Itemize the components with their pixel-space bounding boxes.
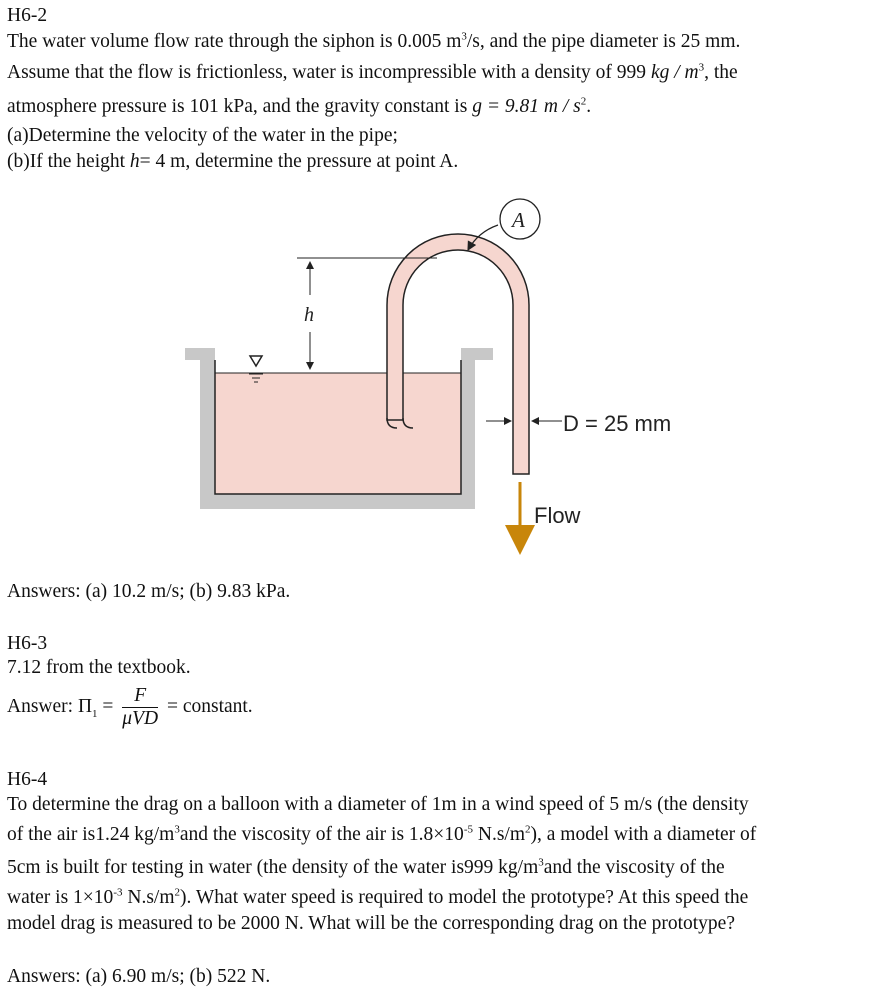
label-h: h xyxy=(304,304,314,326)
superscript: 2 xyxy=(580,95,587,108)
superscript: -3 xyxy=(113,886,123,899)
fraction xyxy=(122,685,158,730)
text-segment: , the xyxy=(704,62,738,83)
superscript: 3 xyxy=(698,61,705,74)
tank-water xyxy=(215,373,461,494)
superscript: 3 xyxy=(538,856,544,869)
problem-h6-4-line-2 xyxy=(7,823,756,847)
problem-h6-3-title: H6-3 xyxy=(7,633,48,654)
text-segment: Assume that the flow is frictionless, water is incompressible with a density of 999 xyxy=(7,62,651,83)
label-flow: Flow xyxy=(534,503,581,528)
unit-text: kg / m xyxy=(650,62,699,83)
text-segment: of the air is1.24 kg/m xyxy=(7,824,175,845)
text-segment: = constant. xyxy=(166,696,253,717)
height-dimension xyxy=(297,258,437,369)
text-segment: (b)If the height xyxy=(7,151,130,172)
problem-h6-2-part-a: (a)Determine the velocity of the water in the pipe; xyxy=(7,125,398,146)
text-segment: water is 1×10 xyxy=(7,887,114,908)
problem-h6-2-title: H6-2 xyxy=(7,5,48,26)
text-segment: Answer: Π xyxy=(7,696,93,717)
problem-h6-4-line-5: model drag is measured to be 2000 N. What will be the corresponding drag on the prototype? xyxy=(7,913,735,934)
text-segment: N.s/m xyxy=(472,824,525,845)
superscript: 3 xyxy=(461,30,467,43)
problem-h6-2-answers: Answers: (a) 10.2 m/s; (b) 9.83 kPa. xyxy=(7,581,291,602)
superscript: 3 xyxy=(174,823,180,836)
problem-h6-3-answer xyxy=(7,682,253,739)
label-diameter: D = 25 mm xyxy=(563,411,672,436)
text-segment: N.s/m xyxy=(122,887,175,908)
text-segment: The water volume flow rate through the siphon is 0.005 m xyxy=(7,31,462,52)
text-segment: and the viscosity of the xyxy=(543,857,725,878)
text-segment: = 4 m, determine the pressure at point A. xyxy=(139,151,459,172)
label-a: A xyxy=(512,208,525,232)
superscript: 2 xyxy=(174,886,180,899)
fraction-numerator: F xyxy=(122,685,158,708)
text-segment: and the viscosity of the air is 1.8×10 xyxy=(179,824,464,845)
superscript: -5 xyxy=(463,823,473,836)
problem-h6-4-answers: Answers: (a) 6.90 m/s; (b) 522 N. xyxy=(7,966,271,987)
problem-h6-3-line-1: 7.12 from the textbook. xyxy=(7,657,191,678)
problem-h6-4-line-3 xyxy=(7,856,725,880)
problem-h6-4-line-1: To determine the drag on a balloon with a diameter of 1m in a wind speed of 5 m/s (the density xyxy=(7,794,749,815)
text-segment: 5cm is built for testing in water (the density of the water is999 kg/m xyxy=(7,857,539,878)
fraction-denominator: μVD xyxy=(122,708,159,730)
text-segment: atmosphere pressure is 101 kPa, and the gravity constant is xyxy=(7,96,473,117)
superscript: 2 xyxy=(525,823,531,836)
equation-text: g = 9.81 m / s xyxy=(472,96,581,117)
text-segment: = xyxy=(97,696,114,717)
text-segment: ), a model with a diameter of xyxy=(530,824,757,845)
text-segment: . xyxy=(586,96,592,117)
subscript: 1 xyxy=(92,707,98,720)
text-segment: ). What water speed is required to model the prototype? At this speed the xyxy=(180,887,749,908)
text-segment: /s, and the pipe diameter is 25 mm. xyxy=(466,31,741,52)
problem-h6-4-title: H6-4 xyxy=(7,769,48,790)
variable-h: h xyxy=(129,151,140,172)
problem-h6-4-line-4 xyxy=(7,886,748,910)
